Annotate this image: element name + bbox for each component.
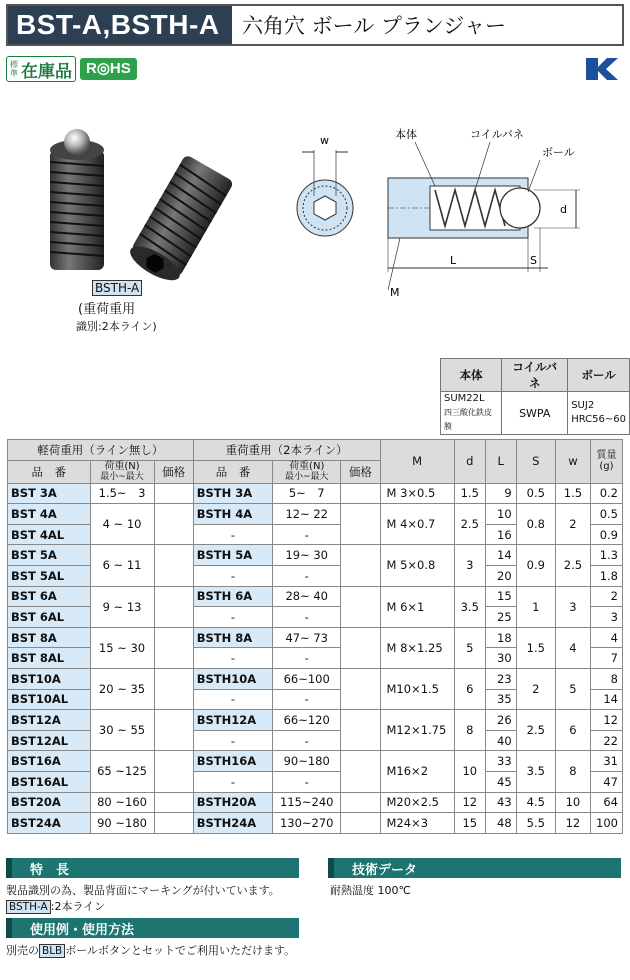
- dim-w: 8: [555, 751, 590, 792]
- usage-title: 使用例・使用方法: [30, 922, 135, 938]
- heavy-price: [341, 586, 380, 627]
- dim-d: 6: [454, 668, 485, 709]
- light-part-number: BST12AL: [8, 730, 91, 751]
- light-load: 30 ~ 55: [90, 710, 154, 751]
- light-part-number: BST16AL: [8, 771, 91, 792]
- label-body: 本体: [395, 128, 417, 141]
- dim-d: 12: [454, 792, 485, 813]
- light-price: [154, 586, 193, 627]
- col-S-header: S: [516, 440, 555, 484]
- dim-S: 1: [516, 586, 555, 627]
- light-price: [154, 710, 193, 751]
- heavy-part-number: -: [193, 565, 272, 586]
- heavy-load: -: [273, 607, 341, 628]
- heavy-part-number: -: [193, 771, 272, 792]
- light-part-number: BST16A: [8, 751, 91, 772]
- mass: 31: [590, 751, 622, 772]
- col-part-header-heavy: 品 番: [193, 460, 272, 483]
- table-row: [8, 751, 623, 772]
- dim-w: 2.5: [555, 545, 590, 586]
- usage-pre: 別売の: [6, 944, 39, 957]
- technical-drawing: [290, 120, 620, 305]
- heavy-load: -: [273, 771, 341, 792]
- light-part-number: BST20A: [8, 792, 91, 813]
- light-price: [154, 813, 193, 834]
- light-price: [154, 751, 193, 792]
- heavy-load: 12~ 22: [273, 504, 341, 525]
- col-mass-label: 質量: [596, 450, 617, 462]
- usage-marker: [6, 918, 12, 938]
- dim-S: 2: [516, 668, 555, 709]
- thread-M: M24×3: [380, 813, 454, 834]
- features-tag-line: [6, 898, 105, 914]
- dim-d: 1.5: [454, 483, 485, 504]
- col-price-header-light: 価格: [154, 460, 193, 483]
- table-row: [8, 627, 623, 648]
- dim-S: 4.5: [516, 792, 555, 813]
- product-title: 六角穴 ボール プランジャー: [242, 14, 506, 38]
- light-part-number: BST 4A: [8, 504, 91, 525]
- mass: 3: [590, 607, 622, 628]
- col-load-header-heavy: [273, 460, 341, 483]
- heavy-part-number: BSTH20A: [193, 792, 272, 813]
- material-header-ball: ボール: [568, 359, 630, 392]
- heavy-load: -: [273, 689, 341, 710]
- thread-M: M 4×0.7: [380, 504, 454, 545]
- thread-M: M 8×1.25: [380, 627, 454, 668]
- dim-L: 20: [485, 565, 516, 586]
- material-header-body: 本体: [441, 359, 502, 392]
- rohs-badge: R◎HS: [80, 58, 137, 80]
- heavy-load: 28~ 40: [273, 586, 341, 607]
- table-row: [8, 792, 623, 813]
- light-load: 4 ~ 10: [90, 504, 154, 545]
- dim-L: 9: [485, 483, 516, 504]
- mass: 64: [590, 792, 622, 813]
- features-title: 特 長: [30, 862, 70, 878]
- material-ball-grade: SUJ2: [571, 400, 595, 411]
- light-part-number: BST 5AL: [8, 565, 91, 586]
- light-load: 80 ~160: [90, 792, 154, 813]
- heavy-part-number: -: [193, 524, 272, 545]
- col-load-label-heavy: 荷重(N): [289, 460, 325, 472]
- light-part-number: BST10AL: [8, 689, 91, 710]
- light-load: 65 ~125: [90, 751, 154, 792]
- heavy-price: [341, 792, 380, 813]
- light-part-number: BST 5A: [8, 545, 91, 566]
- heavy-price: [341, 813, 380, 834]
- photo-caption-line2: (重荷重用: [78, 302, 136, 317]
- dim-S: 5.5: [516, 813, 555, 834]
- heavy-load: -: [273, 524, 341, 545]
- dim-w: 2: [555, 504, 590, 545]
- table-row: [8, 483, 623, 504]
- col-L-header: L: [485, 440, 516, 484]
- dim-L: 45: [485, 771, 516, 792]
- thread-M: M10×1.5: [380, 668, 454, 709]
- light-price: [154, 792, 193, 813]
- dim-L: 18: [485, 627, 516, 648]
- light-load: 90 ~180: [90, 813, 154, 834]
- heavy-load: 19~ 30: [273, 545, 341, 566]
- usage-text: [6, 942, 295, 958]
- table-row: [8, 504, 623, 525]
- dim-w: 4: [555, 627, 590, 668]
- dim-M-label: M: [390, 286, 400, 299]
- table-row: [8, 813, 623, 834]
- mass: 22: [590, 730, 622, 751]
- dim-S: 0.5: [516, 483, 555, 504]
- features-section-header: [6, 858, 299, 878]
- col-load-sub-heavy: 最小~最大: [284, 471, 329, 482]
- heavy-load: 130~270: [273, 813, 341, 834]
- heavy-part-number: BSTH10A: [193, 668, 272, 689]
- dim-L: 30: [485, 648, 516, 669]
- spec-table-body: [8, 483, 623, 833]
- dim-w: 5: [555, 668, 590, 709]
- col-mass-unit: (g): [599, 461, 614, 473]
- photo-caption-tag: BSTH-A: [92, 280, 142, 296]
- light-part-number: BST 3A: [8, 483, 91, 504]
- thread-M: M 3×0.5: [380, 483, 454, 504]
- dim-L: 33: [485, 751, 516, 772]
- heavy-price: [341, 710, 380, 751]
- features-text: 製品識別の為、製品背面にマーキングが付いています。: [6, 884, 280, 897]
- page-header: [6, 4, 624, 46]
- material-ball-cell: [568, 392, 630, 435]
- material-body-cell: [441, 392, 502, 435]
- dim-L: 23: [485, 668, 516, 689]
- heavy-part-number: BSTH 3A: [193, 483, 272, 504]
- dim-w: 12: [555, 813, 590, 834]
- light-part-number: BST24A: [8, 813, 91, 834]
- heavy-price: [341, 751, 380, 792]
- heavy-load: -: [273, 565, 341, 586]
- mass: 12: [590, 710, 622, 731]
- dim-w: 3: [555, 586, 590, 627]
- product-code: BST-A,BSTH-A: [8, 6, 232, 44]
- heavy-part-number: BSTH 5A: [193, 545, 272, 566]
- features-marker: [6, 858, 12, 878]
- heavy-part-number: BSTH12A: [193, 710, 272, 731]
- heavy-load: 66~120: [273, 710, 341, 731]
- dim-d: 3: [454, 545, 485, 586]
- dim-L: 26: [485, 710, 516, 731]
- heavy-part-number: BSTH 8A: [193, 627, 272, 648]
- dim-w-label: w: [320, 134, 329, 147]
- light-part-number: BST 4AL: [8, 524, 91, 545]
- material-body-finish: 四三酸化鉄皮膜: [444, 408, 492, 431]
- heavy-price: [341, 627, 380, 668]
- dim-d: 5: [454, 627, 485, 668]
- dim-w: 6: [555, 710, 590, 751]
- light-price: [154, 483, 193, 504]
- heavy-load: 5~ 7: [273, 483, 341, 504]
- group-light-header: 軽荷重用（ライン無し）: [8, 440, 194, 461]
- col-mass-header: [590, 440, 622, 484]
- heavy-part-number: -: [193, 730, 272, 751]
- material-spring-cell: SWPA: [502, 392, 568, 435]
- mass: 14: [590, 689, 622, 710]
- spec-table: [7, 439, 623, 834]
- dim-L: 25: [485, 607, 516, 628]
- dim-w: 10: [555, 792, 590, 813]
- col-d-header: d: [454, 440, 485, 484]
- dim-L: 14: [485, 545, 516, 566]
- brand-logo: [584, 56, 620, 82]
- table-row: [8, 710, 623, 731]
- stock-badge: [6, 56, 76, 82]
- thread-M: M20×2.5: [380, 792, 454, 813]
- usage-post: ボールボタンとセットでご利用いただけます。: [65, 944, 296, 957]
- thread-M: M12×1.75: [380, 710, 454, 751]
- dim-d: 3.5: [454, 586, 485, 627]
- light-load: 1.5~ 3: [90, 483, 154, 504]
- heavy-part-number: -: [193, 607, 272, 628]
- mass: 0.5: [590, 504, 622, 525]
- heavy-part-number: BSTH 6A: [193, 586, 272, 607]
- mass: 1.8: [590, 565, 622, 586]
- dim-L: 43: [485, 792, 516, 813]
- light-price: [154, 668, 193, 709]
- label-ball: ボール: [542, 146, 575, 159]
- mass: 0.2: [590, 483, 622, 504]
- dim-L: 16: [485, 524, 516, 545]
- light-load: 15 ~ 30: [90, 627, 154, 668]
- material-table: [440, 358, 630, 435]
- tech-marker: [328, 858, 334, 878]
- light-price: [154, 504, 193, 545]
- dim-L: 10: [485, 504, 516, 525]
- material-header-spring: コイルバネ: [502, 359, 568, 392]
- tech-text: 耐熱温度 100℃: [330, 884, 411, 897]
- dim-L-label: L: [450, 254, 457, 267]
- dim-d: 10: [454, 751, 485, 792]
- col-w-header: w: [555, 440, 590, 484]
- group-heavy-header: 重荷重用（2本ライン）: [193, 440, 380, 461]
- heavy-load: 47~ 73: [273, 627, 341, 648]
- heavy-price: [341, 504, 380, 545]
- light-load: 6 ~ 11: [90, 545, 154, 586]
- heavy-price: [341, 483, 380, 504]
- thread-M: M 5×0.8: [380, 545, 454, 586]
- dim-S: 0.8: [516, 504, 555, 545]
- tech-title: 技術データ: [352, 862, 418, 878]
- mass: 4: [590, 627, 622, 648]
- light-part-number: BST12A: [8, 710, 91, 731]
- heavy-part-number: BSTH16A: [193, 751, 272, 772]
- col-price-header-heavy: 価格: [341, 460, 380, 483]
- dim-d-label: d: [560, 203, 567, 216]
- material-body-grade: SUM22L: [444, 393, 485, 404]
- col-load-header-light: [90, 460, 154, 483]
- usage-tag: BLB: [39, 944, 65, 958]
- product-photo: [40, 120, 240, 290]
- dim-S: 1.5: [516, 627, 555, 668]
- light-part-number: BST 8AL: [8, 648, 91, 669]
- mass: 7: [590, 648, 622, 669]
- mass: 2: [590, 586, 622, 607]
- light-part-number: BST 6A: [8, 586, 91, 607]
- dim-L: 35: [485, 689, 516, 710]
- heavy-price: [341, 668, 380, 709]
- tech-section-header: [328, 858, 621, 878]
- dim-S: 3.5: [516, 751, 555, 792]
- heavy-part-number: -: [193, 648, 272, 669]
- light-load: 9 ~ 13: [90, 586, 154, 627]
- light-part-number: BST 8A: [8, 627, 91, 648]
- heavy-load: 115~240: [273, 792, 341, 813]
- col-part-header-light: 品 番: [8, 460, 91, 483]
- table-row: [8, 545, 623, 566]
- light-part-number: BST 6AL: [8, 607, 91, 628]
- thread-M: M 6×1: [380, 586, 454, 627]
- features-tag-text: :2本ライン: [50, 900, 106, 913]
- light-part-number: BST10A: [8, 668, 91, 689]
- usage-section-header: [6, 918, 299, 938]
- light-load: 20 ~ 35: [90, 668, 154, 709]
- dim-L: 15: [485, 586, 516, 607]
- heavy-load: -: [273, 648, 341, 669]
- dim-w: 1.5: [555, 483, 590, 504]
- material-ball-hardness: HRC56~60: [571, 414, 626, 425]
- heavy-part-number: BSTH24A: [193, 813, 272, 834]
- heavy-price: [341, 545, 380, 586]
- mass: 0.9: [590, 524, 622, 545]
- dim-S: 0.9: [516, 545, 555, 586]
- stock-badge-small: 標準: [10, 60, 18, 78]
- light-price: [154, 627, 193, 668]
- mass: 1.3: [590, 545, 622, 566]
- mass: 100: [590, 813, 622, 834]
- thread-M: M16×2: [380, 751, 454, 792]
- col-load-label-light: 荷重(N): [104, 460, 140, 472]
- table-row: [8, 668, 623, 689]
- heavy-load: -: [273, 730, 341, 751]
- stock-badge-label: 在庫品: [21, 61, 72, 82]
- mass: 47: [590, 771, 622, 792]
- col-load-sub-light: 最小~最大: [100, 471, 144, 482]
- dim-d: 8: [454, 710, 485, 751]
- dim-d: 15: [454, 813, 485, 834]
- label-spring: コイルバネ: [470, 128, 524, 141]
- mass: 8: [590, 668, 622, 689]
- light-price: [154, 545, 193, 586]
- table-row: [8, 586, 623, 607]
- heavy-load: 66~100: [273, 668, 341, 689]
- col-M-header: M: [380, 440, 454, 484]
- heavy-part-number: -: [193, 689, 272, 710]
- heavy-load: 90~180: [273, 751, 341, 772]
- dim-L: 40: [485, 730, 516, 751]
- dim-L: 48: [485, 813, 516, 834]
- features-tag: BSTH-A: [6, 900, 51, 914]
- dim-d: 2.5: [454, 504, 485, 545]
- heavy-part-number: BSTH 4A: [193, 504, 272, 525]
- dim-S-label: S: [530, 254, 537, 267]
- dim-S: 2.5: [516, 710, 555, 751]
- photo-caption-line3: 識別:2本ライン): [76, 320, 157, 333]
